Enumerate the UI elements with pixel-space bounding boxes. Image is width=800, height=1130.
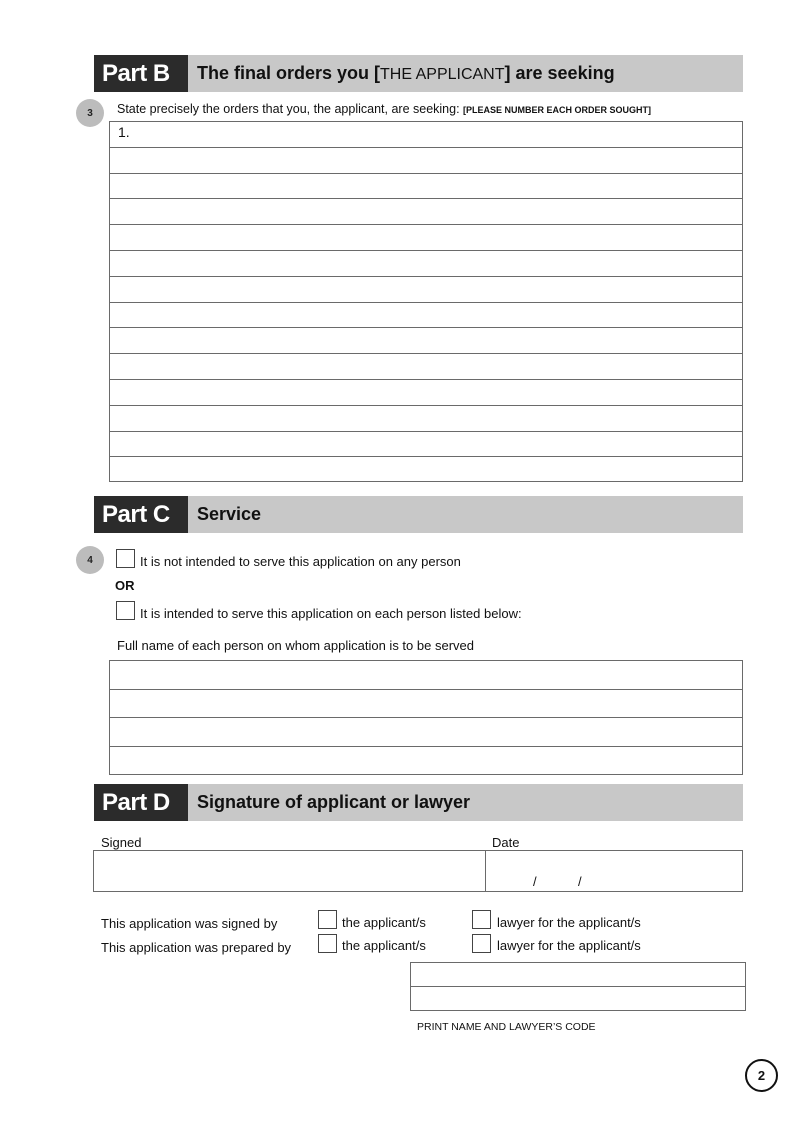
person-name-line[interactable] <box>110 747 742 774</box>
orders-field[interactable] <box>109 121 743 482</box>
prepared-by-lawyer-label: lawyer for the applicant/s <box>497 938 641 953</box>
serve-listed-checkbox[interactable] <box>116 601 135 620</box>
orders-line[interactable] <box>110 354 742 380</box>
orders-line[interactable] <box>110 457 742 482</box>
orders-line[interactable] <box>110 148 742 174</box>
person-name-line[interactable] <box>110 690 742 719</box>
orders-line[interactable] <box>110 380 742 406</box>
part-b-title-prefix: The final orders you [ <box>197 63 381 83</box>
part-d-header <box>94 784 743 821</box>
part-b-title <box>188 63 615 84</box>
orders-line[interactable] <box>110 122 742 148</box>
orders-line[interactable] <box>110 277 742 303</box>
item-number-4: 4 <box>76 546 104 574</box>
part-d-title: Signature of applicant or lawyer <box>197 792 471 812</box>
part-b-title-mid: THE APPLICANT <box>380 66 505 83</box>
part-b-label: Part B <box>94 55 188 92</box>
date-field[interactable] <box>485 850 743 892</box>
orders-line-number: 1. <box>118 124 130 140</box>
orders-line[interactable] <box>110 328 742 354</box>
persons-served-label: Full name of each person on whom application is to be served <box>117 638 474 653</box>
print-name-field[interactable] <box>410 962 746 1011</box>
prepared-by-lawyer-checkbox[interactable] <box>472 934 491 953</box>
page-number: 2 <box>745 1059 778 1092</box>
orders-line[interactable] <box>110 251 742 277</box>
person-name-line[interactable] <box>110 718 742 747</box>
signed-by-lawyer-label: lawyer for the applicant/s <box>497 915 641 930</box>
prepared-by-applicant-label: the applicant/s <box>342 938 426 953</box>
signed-by-lawyer-checkbox[interactable] <box>472 910 491 929</box>
or-label: OR <box>115 578 135 593</box>
item-number-3: 3 <box>76 99 104 127</box>
part-c-label: Part C <box>94 496 188 533</box>
orders-line[interactable] <box>110 174 742 200</box>
date-separator: / <box>578 874 582 889</box>
signature-field[interactable] <box>93 850 486 892</box>
part-b-header <box>94 55 743 92</box>
orders-line[interactable] <box>110 303 742 329</box>
signed-by-applicant-checkbox[interactable] <box>318 910 337 929</box>
orders-instruction-note: [PLEASE NUMBER EACH ORDER SOUGHT] <box>463 105 652 115</box>
part-c-header <box>94 496 743 533</box>
orders-instruction <box>117 102 651 116</box>
print-name-label: PRINT NAME AND LAWYER’S CODE <box>417 1021 596 1033</box>
signed-by-applicant-label: the applicant/s <box>342 915 426 930</box>
orders-instruction-text: State precisely the orders that you, the applicant, are seeking: <box>117 102 460 116</box>
part-c-title: Service <box>197 504 262 524</box>
signed-by-label: This application was signed by <box>101 916 278 931</box>
lawyer-code-line[interactable] <box>411 987 745 1010</box>
signed-label: Signed <box>101 835 142 850</box>
part-b-title-suffix: ] are seeking <box>504 63 615 83</box>
orders-line[interactable] <box>110 199 742 225</box>
part-d-label: Part D <box>94 784 188 821</box>
orders-line[interactable] <box>110 225 742 251</box>
prepared-by-label: This application was prepared by <box>101 940 292 955</box>
serve-listed-label: It is intended to serve this application on each person listed below: <box>140 606 522 621</box>
no-service-checkbox[interactable] <box>116 549 135 568</box>
date-label: Date <box>492 835 520 850</box>
person-name-line[interactable] <box>110 661 742 690</box>
persons-served-field[interactable] <box>109 660 743 775</box>
date-separator: / <box>533 874 537 889</box>
prepared-by-applicant-checkbox[interactable] <box>318 934 337 953</box>
print-name-line[interactable] <box>411 963 745 987</box>
orders-line[interactable] <box>110 406 742 432</box>
no-service-label: It is not intended to serve this application on any person <box>140 554 461 569</box>
orders-line[interactable] <box>110 432 742 458</box>
